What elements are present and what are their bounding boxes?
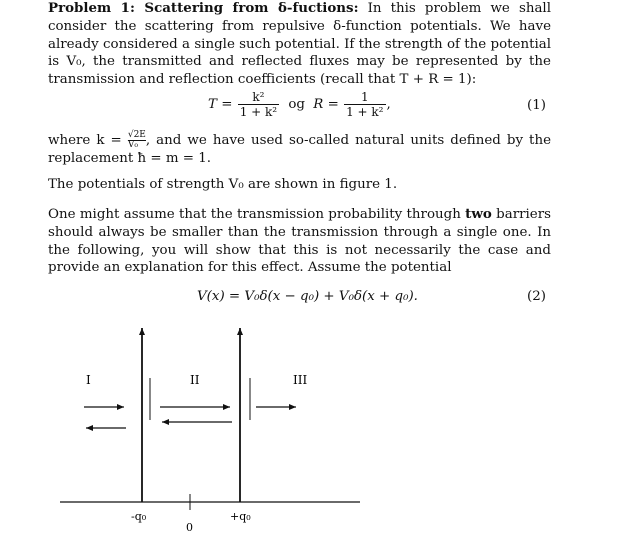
k-numerator: √2E	[127, 130, 146, 140]
region-label-II: II	[190, 373, 200, 387]
k-denominator: V₀	[128, 140, 146, 150]
eq2-number: (2)	[527, 289, 546, 304]
eq1-R-label: R =	[313, 97, 339, 112]
eq2-expression: V(x) = V₀δ(x − q₀) + V₀δ(x + q₀).	[197, 289, 418, 304]
problem-heading: Problem 1: Scattering from δ-fuctions:	[48, 0, 359, 16]
assume-part1: One might assume that the transmission probability through	[48, 207, 466, 222]
units-where: where k =	[48, 133, 122, 148]
eq1-T-label: T =	[208, 97, 233, 112]
potentials-paragraph: The potentials of strength V₀ are shown in figure 1.	[48, 177, 398, 192]
eq1-R-numerator: 1	[360, 90, 369, 104]
eq1-T-denominator: 1 + k²	[239, 105, 278, 119]
axis-label-minus-q0: -q₀	[131, 510, 147, 523]
eq1-R-denominator: 1 + k²	[346, 105, 384, 119]
problem-intro: In this problem we shall consider the scattering from repulsive δ-function potentials. We have already considered a single such potential. If the strength of the potential is V₀, the transmitted and reflected fluxes may be represented by the transmission and reflection coefficients (recall that T + R = 1):	[48, 1, 551, 88]
eq1-T-numerator: k²	[252, 90, 265, 104]
assume-part2: barriers should always be smaller than the transmission through a single one. In the following, you will show that this is not necessarily the case and provide an explanation for this effect. Assume the potential	[48, 207, 551, 276]
eq1-og: og	[288, 97, 305, 112]
region-label-I: I	[86, 373, 91, 387]
units-rest: , and we have used so-called natural units defined by the replacement ħ = m = 1.	[48, 133, 551, 166]
axis-label-plus-q0: +q₀	[230, 510, 251, 523]
eq1-trailing-comma: ,	[386, 97, 391, 112]
assume-bold-word: two	[465, 206, 492, 222]
eq1-number: (1)	[527, 98, 546, 113]
region-label-III: III	[293, 373, 308, 387]
axis-label-origin: 0	[186, 521, 193, 534]
